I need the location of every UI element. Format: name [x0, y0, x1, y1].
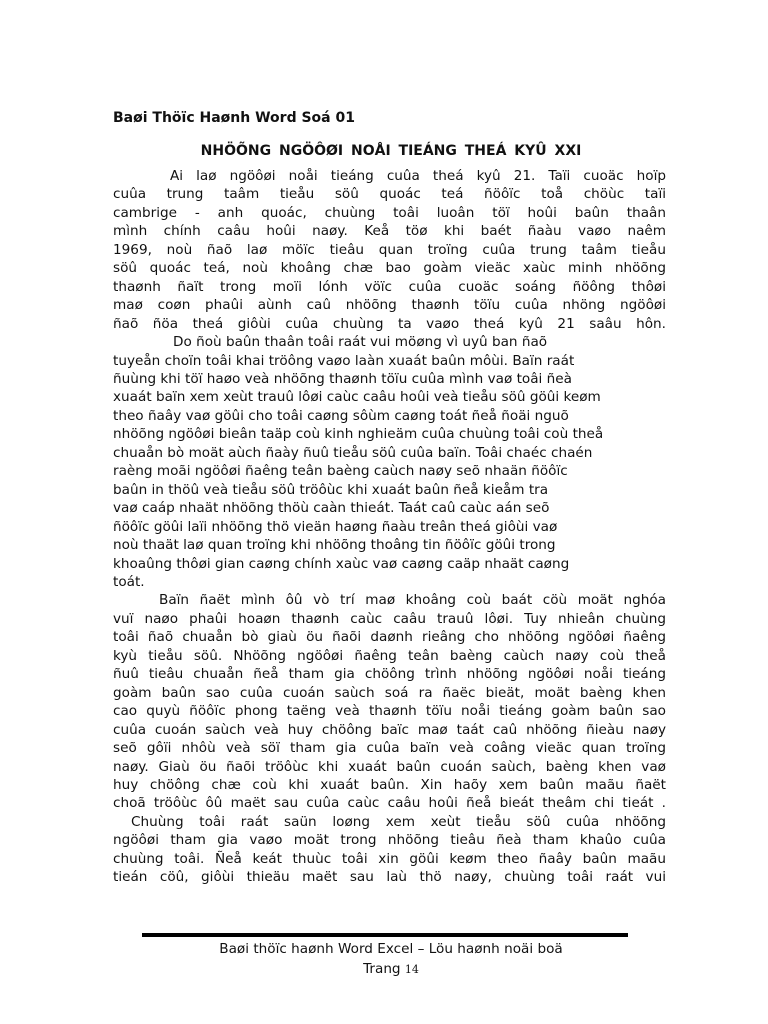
text-line: choã tröôùc ôû maët sau cuûa caùc caâu hoûi ñeå bieát theâm chi tieát . [113, 795, 666, 812]
paragraph-2 [113, 333, 666, 591]
text-line: Chuùng toâi raát saün loøng xem xeùt tieåu söû cuûa nhöõng [131, 813, 666, 830]
text-line: vuï naøo phaûi hoaøn thaønh caùc caâu trauû lôøi. Tuy nhieân chuùng [113, 610, 666, 627]
text-line: theo ñaây vaø göûi cho toâi caøng sôùm caøng toát ñeå ñoäi nguõ [113, 407, 569, 424]
footer-page-label [0, 961, 768, 977]
text-line: maø coøn phaûi aùnh caû nhöõng thaønh töïu cuûa nhöng ngöôøi [113, 297, 666, 314]
text-line: ñöôïc göûi laïi nhöõng thö vieän haøng ñaàu treân theá giôùi vaø [113, 518, 558, 535]
text-line: nhöõng ngöôøi bieân taäp coù kinh nghieäm cuûa chuùng toâi coù theå [113, 426, 604, 443]
paragraph-3 [113, 591, 666, 812]
text-line: Baïn ñaët mình ôû vò trí maø khoâng coù baát cöù moät nghóa [159, 592, 666, 609]
document-title: NHÖÕNG NGÖÔØI NOÅI TIEÁNG THEÁ KYÛ XXI [200, 143, 582, 159]
text-line: mình chính caâu hoûi naøy. Keå töø khi baét ñaàu vaøo naêm [113, 223, 666, 240]
text-line: xuaát baïn xem xeùt trauû lôøi caùc caâu hoûi veà tieåu söû göûi keøm [113, 389, 601, 406]
text-line: chuaån bò moät aùch ñaày ñuû tieåu söû cuûa baïn. Toâi chaéc chaén [113, 444, 593, 461]
text-line: tieán cöû, giôùi thieäu maët sau laù thö naøy, chuùng toâi raát vui [113, 869, 666, 886]
text-line: huy chöông chæ coù khi xuaát baûn. Xin haõy xem baûn maãu ñaët [113, 776, 666, 793]
exercise-label: Baøi Thöïc Haønh Word Soá 01 [113, 110, 355, 126]
body-text [113, 167, 666, 887]
text-line: khoaûng thôøi gian caøng chính xaùc vaø caøng caäp nhaät caøng [113, 555, 570, 572]
text-line: goàm baûn sao cuûa cuoán saùch soá ra ñaëc bieät, moät baèng khen [113, 684, 666, 701]
text-line: söû quoác teá, noù khoâng chæ bao goàm vieäc xaùc minh nhöõng [113, 260, 666, 277]
text-line: Do ñoù baûn thaân toâi raát vui möøng vì uyû ban ñaõ [173, 334, 548, 351]
text-line: ñuû tieâu chuaån ñeå tham gia chöông trình nhöõng ngöôøi noåi tieáng [113, 666, 666, 683]
text-line: ngöôøi tham gia vaøo moät trong nhöõng tieâu ñeà tham khaûo cuûa [113, 832, 666, 849]
text-line: cuûa trung taâm tieåu söû quoác teá ñöôïc toå chöùc taïi [113, 186, 666, 203]
text-line: toát. [113, 573, 145, 590]
text-line: ñaõ ñöa theá giôùi cuûa chuùng ta vaøo theá kyû 21 saâu hôn. [113, 315, 666, 332]
text-line: seõ gôïi nhôù veà söï tham gia cuûa baïn veà coâng vieäc quan troïng [113, 740, 666, 757]
page-number: 14 [404, 963, 419, 976]
text-line: cao quyù ñöôïc phong taëng veà thaønh töïu noåi tieáng goàm baûn sao [113, 703, 666, 720]
text-line: naøy. Giaù öu ñaõi tröôùc khi xuaát baûn cuoán saùch, baèng khen vaø [113, 758, 666, 775]
text-line: cambrige - anh quoác, chuùng toâi luoân töï hoûi baûn thaân [113, 204, 666, 221]
footer-title: Baøi thöïc haønh Word Excel – Löu haønh noäi boä [219, 941, 563, 957]
paragraph-1 [113, 167, 666, 333]
text-line: Ai laø ngöôøi noåi tieáng cuûa theá kyû 21. Taïi cuoäc hoïp [170, 168, 666, 184]
text-line: cuûa cuoán saùch veà huy chöông baïc maø taát caû nhöõng ñieàu naøy [113, 721, 666, 738]
page-word: Trang [363, 961, 401, 977]
text-line: 1969, noù ñaõ laø möïc tieâu quan troïng cuûa trung taâm tieåu [113, 241, 666, 258]
text-line: thaønh ñaït trong moïi lónh vöïc cuûa cuoäc soáng ñöông thôøi [113, 278, 666, 295]
text-line: tuyeån choïn toâi khai tröông vaøo laàn xuaát baûn môùi. Baïn raát [113, 352, 575, 369]
paragraph-4 [113, 813, 666, 887]
text-line: raèng moãi ngöôøi ñaêng teân baèng caùch naøy seõ nhaän ñöôïc [113, 463, 568, 480]
text-line: toâi ñaõ chuaån bò giaù öu ñaõi daønh rieâng cho nhöõng ngöôøi ñaêng [113, 629, 666, 646]
text-line: kyù tieåu söû. Nhöõng ngöôøi ñaêng teân baèng caùch naøy coù theå [113, 647, 666, 664]
footer-rule [142, 933, 628, 937]
text-line: chuùng toâi. Ñeå keát thuùc toâi xin göûi keøm theo ñaây baûn maãu [113, 850, 666, 867]
text-line: baûn in thöû veà tieåu söû tröôùc khi xuaát baûn ñeå kieåm tra [113, 481, 549, 498]
text-line: vaø caáp nhaät nhöõng thöù caàn thieát. Taát caû caùc aán seõ [113, 500, 550, 517]
text-line: noù thaät laø quan troïng khi nhöõng thoâng tin ñöôïc göûi trong [113, 537, 556, 554]
text-line: ñuùng khi töï haøo veà nhöõng thaønh töïu cuûa mình vaø toâi ñeà [113, 370, 572, 387]
